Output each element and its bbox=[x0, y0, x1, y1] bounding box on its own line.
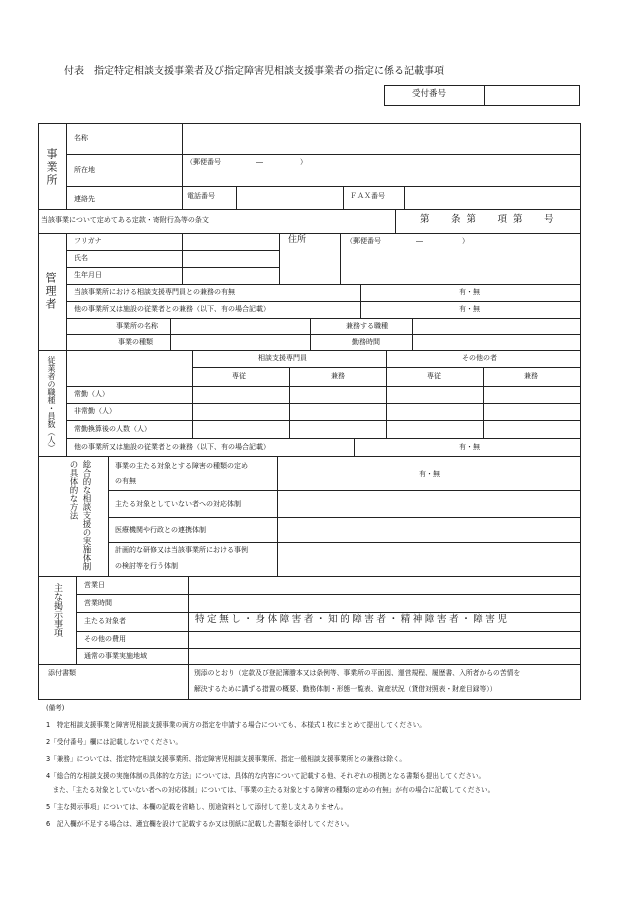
system-row4-label-a: 計画的な研修又は当該事業所における事例 bbox=[115, 546, 248, 554]
staff-heading: 従業者の職種・員数（人） bbox=[47, 356, 56, 452]
staff-parttime-label: 非常勤（人） bbox=[74, 407, 116, 415]
jigyosho-postal-close: ） bbox=[300, 158, 307, 166]
staff-concurrent-other-yesno[interactable]: 有・無 bbox=[459, 443, 480, 451]
manager-concurrent-position-label: 兼務する職種 bbox=[346, 322, 388, 330]
posted-area-field[interactable] bbox=[190, 650, 579, 663]
manager-postal-label: （郵便番号 bbox=[346, 237, 381, 245]
manager-address-field[interactable] bbox=[342, 250, 579, 283]
system-row4-field[interactable] bbox=[279, 544, 579, 575]
manager-address-label: 住所 bbox=[288, 235, 307, 245]
staff-count-cells[interactable] bbox=[194, 388, 579, 437]
system-row1-yesno[interactable]: 有・無 bbox=[419, 470, 440, 478]
jigyosho-name-field[interactable] bbox=[184, 125, 579, 153]
system-row3-field[interactable] bbox=[279, 519, 579, 541]
manager-name-field[interactable] bbox=[184, 252, 278, 266]
manager-work-hours-field[interactable] bbox=[414, 336, 579, 349]
staff-fulltime-label: 常勤（人） bbox=[74, 390, 109, 398]
system-row2-label: 主たる対象としていない者への対応体制 bbox=[115, 500, 241, 508]
posted-hours-label: 営業時間 bbox=[84, 599, 112, 607]
manager-birth-field[interactable] bbox=[184, 269, 278, 283]
posted-fees-label: その他の費用 bbox=[84, 635, 126, 643]
manager-office-name-field[interactable] bbox=[172, 320, 309, 333]
system-row3-label: 医療機関や行政との連携体制 bbox=[115, 526, 206, 534]
staff-other-full: 専従 bbox=[427, 372, 441, 380]
system-row1-label-a: 事業の主たる対象とする障害の種類の定め bbox=[115, 462, 248, 470]
jigyosho-fax-field[interactable] bbox=[406, 188, 579, 208]
jigyosho-address-field[interactable] bbox=[184, 168, 579, 185]
manager-concurrent-other-yesno[interactable]: 有・無 bbox=[459, 305, 480, 313]
posted-heading: 主な掲示事項 bbox=[52, 583, 62, 637]
manager-postal-close: ） bbox=[462, 237, 469, 245]
jigyosho-tel-field[interactable] bbox=[238, 188, 342, 208]
manager-furigana-field[interactable] bbox=[184, 235, 278, 249]
article-label: 当該事業について定めてある定款・寄附行為等の条文 bbox=[41, 216, 209, 224]
form-title: 付表 指定特定相談支援事業者及び指定障害児相談支援事業者の指定に係る記載事項 bbox=[64, 66, 444, 77]
article-value[interactable]: 第 条第 項第 号 bbox=[420, 214, 560, 225]
jigyosho-heading: 事業所 bbox=[45, 148, 58, 187]
posted-target-label: 主たる対象者 bbox=[84, 617, 126, 625]
manager-heading: 管理者 bbox=[44, 272, 57, 311]
note-item: また、「主たる対象としていない者への対応体制」については、「事業の主たる対象とする障害の種類の定めの有無」が有の場合に記載してください。 bbox=[46, 786, 495, 794]
staff-specialist-part: 兼務 bbox=[331, 372, 345, 380]
jigyosho-postal-label: （郵便番号 bbox=[186, 158, 221, 166]
system-heading: 総合的な相談支援の実施体制の具体的な方法 bbox=[68, 460, 91, 571]
posted-hours-field[interactable] bbox=[190, 596, 579, 611]
system-row1-label-b: の有無 bbox=[115, 477, 136, 485]
jigyosho-name-label: 名称 bbox=[74, 134, 88, 142]
note-item: 3「兼務」については、指定特定相談支援事業所、指定障害児相談支援事業所、指定一般相談支援事業所との兼務は除く。 bbox=[46, 755, 406, 763]
posted-target-value[interactable]: 特定無し・身体障害者・知的障害者・精神障害者・障害児 bbox=[195, 614, 510, 625]
posted-days-label: 営業日 bbox=[84, 581, 105, 589]
staff-concurrent-other-label: 他の事業所又は施設の従業者との兼務（以下、有の場合記載） bbox=[74, 443, 270, 451]
posted-days-field[interactable] bbox=[190, 578, 579, 593]
manager-office-name-label: 事業所の名称 bbox=[116, 322, 158, 330]
manager-concurrent-specialist-yesno[interactable]: 有・無 bbox=[459, 288, 480, 296]
attachment-label: 添付書類 bbox=[48, 669, 76, 677]
posted-fees-field[interactable] bbox=[190, 633, 579, 647]
jigyosho-contact-label: 連絡先 bbox=[74, 195, 95, 203]
staff-specialist-full: 専従 bbox=[232, 372, 246, 380]
staff-other-part: 兼務 bbox=[524, 372, 538, 380]
receipt-label: 受付番号 bbox=[412, 89, 447, 99]
manager-concurrent-other-label: 他の事業所又は施設の従業者との兼務（以下、有の場合記載） bbox=[74, 305, 270, 313]
manager-name-label: 氏名 bbox=[74, 254, 88, 262]
jigyosho-fax-label: ＦＡＸ番号 bbox=[350, 192, 385, 200]
manager-concurrent-position-field[interactable] bbox=[414, 320, 579, 333]
manager-work-hours-label: 勤務時間 bbox=[352, 338, 380, 346]
manager-postal-dash: ― bbox=[416, 237, 423, 245]
note-item: 1 特定相談支援事業と障害児相談支援事業の両方の指定を申請する場合についても、本様式１枚にまとめて提出してください。 bbox=[46, 721, 426, 729]
attachment-line1: 別添のとおり（定款及び登記簿謄本又は条例等、事業所の平面図、運営規程、履歴書、入所者からの苦情を bbox=[194, 669, 521, 677]
manager-birth-label: 生年月日 bbox=[74, 271, 102, 279]
manager-furigana-label: フリガナ bbox=[74, 237, 102, 245]
note-item: 6 記入欄が不足する場合は、適宜欄を設けて記載するか又は別紙に記載した書類を添付してください。 bbox=[46, 820, 354, 828]
jigyosho-tel-label: 電話番号 bbox=[187, 192, 215, 200]
manager-business-type-field[interactable] bbox=[172, 336, 309, 349]
attachment-line2: 解決するために講ずる措置の概要、勤務体制・形態一覧表、資産状況（貸借対照表・財産目録等）） bbox=[194, 685, 497, 693]
jigyosho-address-label: 所在地 bbox=[74, 166, 95, 174]
posted-area-label: 通常の事業実施地域 bbox=[84, 652, 147, 660]
staff-col-other: その他の者 bbox=[462, 354, 497, 362]
note-item: 4「総合的な相談支援の実施体制の具体的な方法」については、具体的な内容について記載する他、それぞれの根拠となる書類も提出してください。 bbox=[46, 772, 486, 780]
note-item: 2「受付番号」欄には記載しないでください。 bbox=[46, 738, 183, 746]
system-row2-field[interactable] bbox=[279, 492, 579, 516]
manager-business-type-label: 事業の種類 bbox=[118, 338, 153, 346]
manager-concurrent-specialist-label: 当該事業所における相談支援専門員との兼務の有無 bbox=[74, 288, 235, 296]
note-item: 5「主な掲示事項」については、本欄の記載を省略し、別途資料として添付して差し支えありません。 bbox=[46, 803, 348, 811]
staff-fte-label: 常勤換算後の人数（人） bbox=[74, 425, 151, 433]
staff-col-specialist: 相談支援専門員 bbox=[258, 354, 307, 362]
jigyosho-postal-dash: ― bbox=[256, 158, 263, 166]
notes-heading: (備考) bbox=[46, 704, 65, 712]
system-row4-label-b: の検討等を行う体制 bbox=[115, 562, 178, 570]
receipt-number-field[interactable] bbox=[486, 87, 578, 104]
